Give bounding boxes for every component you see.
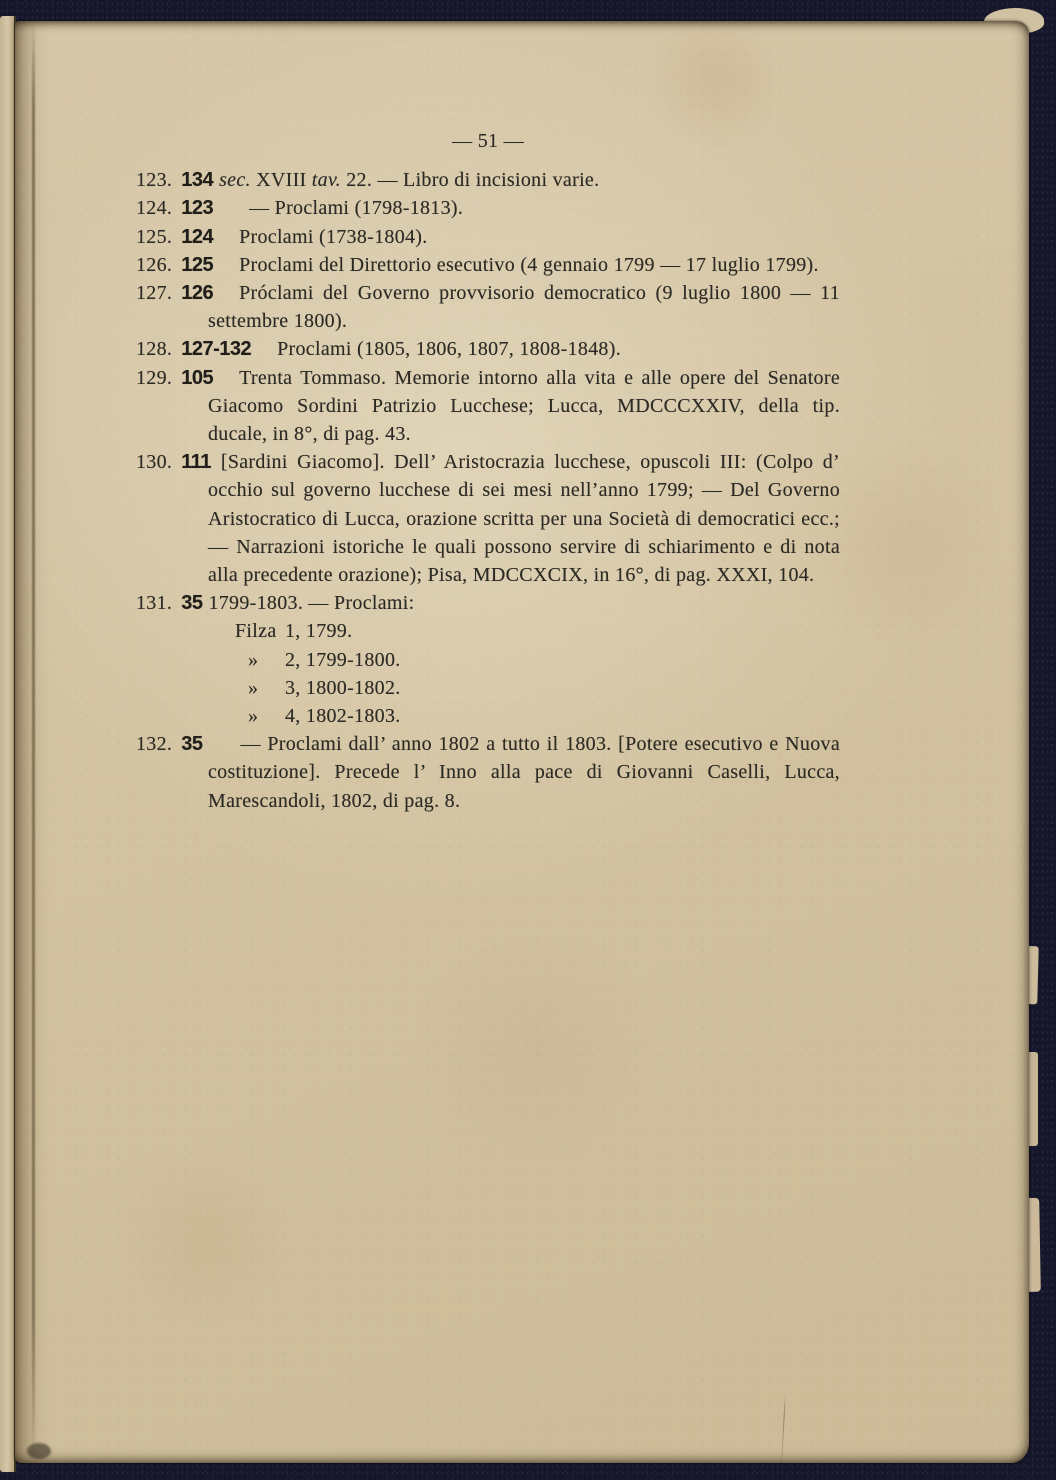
entry-number: 124. [136,197,173,220]
filza-marker: Filza [235,620,277,643]
filza-marker: » [248,676,259,699]
shelf-number: 35 [181,733,203,756]
filza-marker: » [248,648,259,671]
entry-number: 125. [136,225,173,248]
entry-number: 126. [136,253,173,276]
shelf-number: 105 [181,366,214,389]
shelf-number: 134 [181,169,214,192]
entry-number: 131. [136,592,173,615]
entry-text-part: Proclami (1805, 1806, 1807, 1808-1848). [277,338,621,361]
entry-text-part: [Sardini Giacomo]. Dell’ Aristocrazia lucchese, opuscoli III: (Colpo d’ occhio sul governo lucchese di sei mesi nell’anno 1799; — Del Governo Aristocratico di Lucca, orazione scritta per una Società di democratici ecc.; — Narrazioni istoriche le quali possono servire di schiarimento e di nota alla precedente orazione); Pisa, MDCCXCIX, in 16°, di pag. XXXI, 104. [208,451,840,587]
catalog-entry [136,251,840,279]
entry-text-part: Próclami del Governo provvisorio democratico (9 luglio 1800 — 11 settembre 1800). [208,282,840,333]
filza-line [208,702,840,730]
entry-text-italic: sec. [219,169,251,192]
catalog-entry [136,589,840,730]
entry-number: 130. [136,451,173,474]
entry-text-part: XVIII [250,169,312,192]
entry-text-part: Proclami del Direttorio esecutivo (4 gennaio 1799 — 17 luglio 1799). [239,253,819,276]
shelf-number: 35 [181,592,203,615]
entry-text [277,338,621,360]
filza-line [208,617,840,645]
catalog-entry [136,730,840,815]
entry-text-part: Trenta Tommaso. Memorie intorno alla vita e alle opere del Senatore Giacomo Sordini Patrizio Lucchese; Lucca, MDCCCXXIV, della tip. ducale, in 8°, di pag. 43. [208,366,840,446]
filza-line [208,646,840,674]
entry-number: 123. [136,169,173,192]
entry-number: 127. [136,282,173,305]
filza-marker: » [248,705,259,728]
filza-text: 3, 1800-1802. [285,676,401,699]
catalog-entry [136,448,840,589]
catalog-entry [136,166,840,194]
entry-text [208,733,840,811]
entry-number: 129. [136,366,173,389]
entry-text [249,197,463,219]
entry-text [208,451,840,586]
entry-text [208,282,840,332]
gutter-crease [32,21,35,1463]
underlying-page-edge [0,16,16,1472]
entry-text [208,592,414,614]
page-number: — 51 — [452,130,524,152]
catalog-entry [136,194,840,222]
page-content [136,127,840,815]
entry-text-italic: tav. [311,169,341,192]
catalog-entry [136,335,840,363]
entry-number: 128. [136,338,173,361]
catalog-entry [136,279,840,335]
shelf-number: 123 [181,197,214,220]
paper-crack [781,1393,786,1463]
entry-text-part: Proclami (1738-1804). [239,225,428,248]
entry-text-part: 22. — Libro di incisioni varie. [340,169,600,192]
ink-blotch [27,1443,51,1459]
entry-text [239,254,819,276]
shelf-number: 125 [181,253,214,276]
filza-text: 4, 1802-1803. [285,705,401,728]
catalog-entry [136,223,840,251]
entry-text-part: — Proclami dall’ anno 1802 a tutto il 1803. [Potere esecutivo e Nuova costituzione]. Precede l’ Inno alla pace di Giovanni Caselli, Lucca, Marescandoli, 1802, di pag. 8. [208,733,840,812]
entry-text [219,169,599,191]
filza-line [208,674,840,702]
entry-text-part: 1799-1803. — Proclami: [208,592,415,615]
shelf-number: 126 [181,282,214,305]
filza-text: 2, 1799-1800. [285,648,401,671]
catalog-entry-list [136,166,840,815]
shelf-number: 124 [181,225,214,248]
entry-text-part: — Proclami (1798-1813). [249,197,464,220]
filza-text: 1, 1799. [285,620,353,643]
entry-text [239,226,428,248]
catalog-entry [136,364,840,449]
book-page [15,21,1029,1463]
shelf-number: 127-132 [181,338,252,361]
shelf-number: 111 [181,451,211,474]
entry-number: 132. [136,733,173,756]
entry-text [208,367,840,445]
